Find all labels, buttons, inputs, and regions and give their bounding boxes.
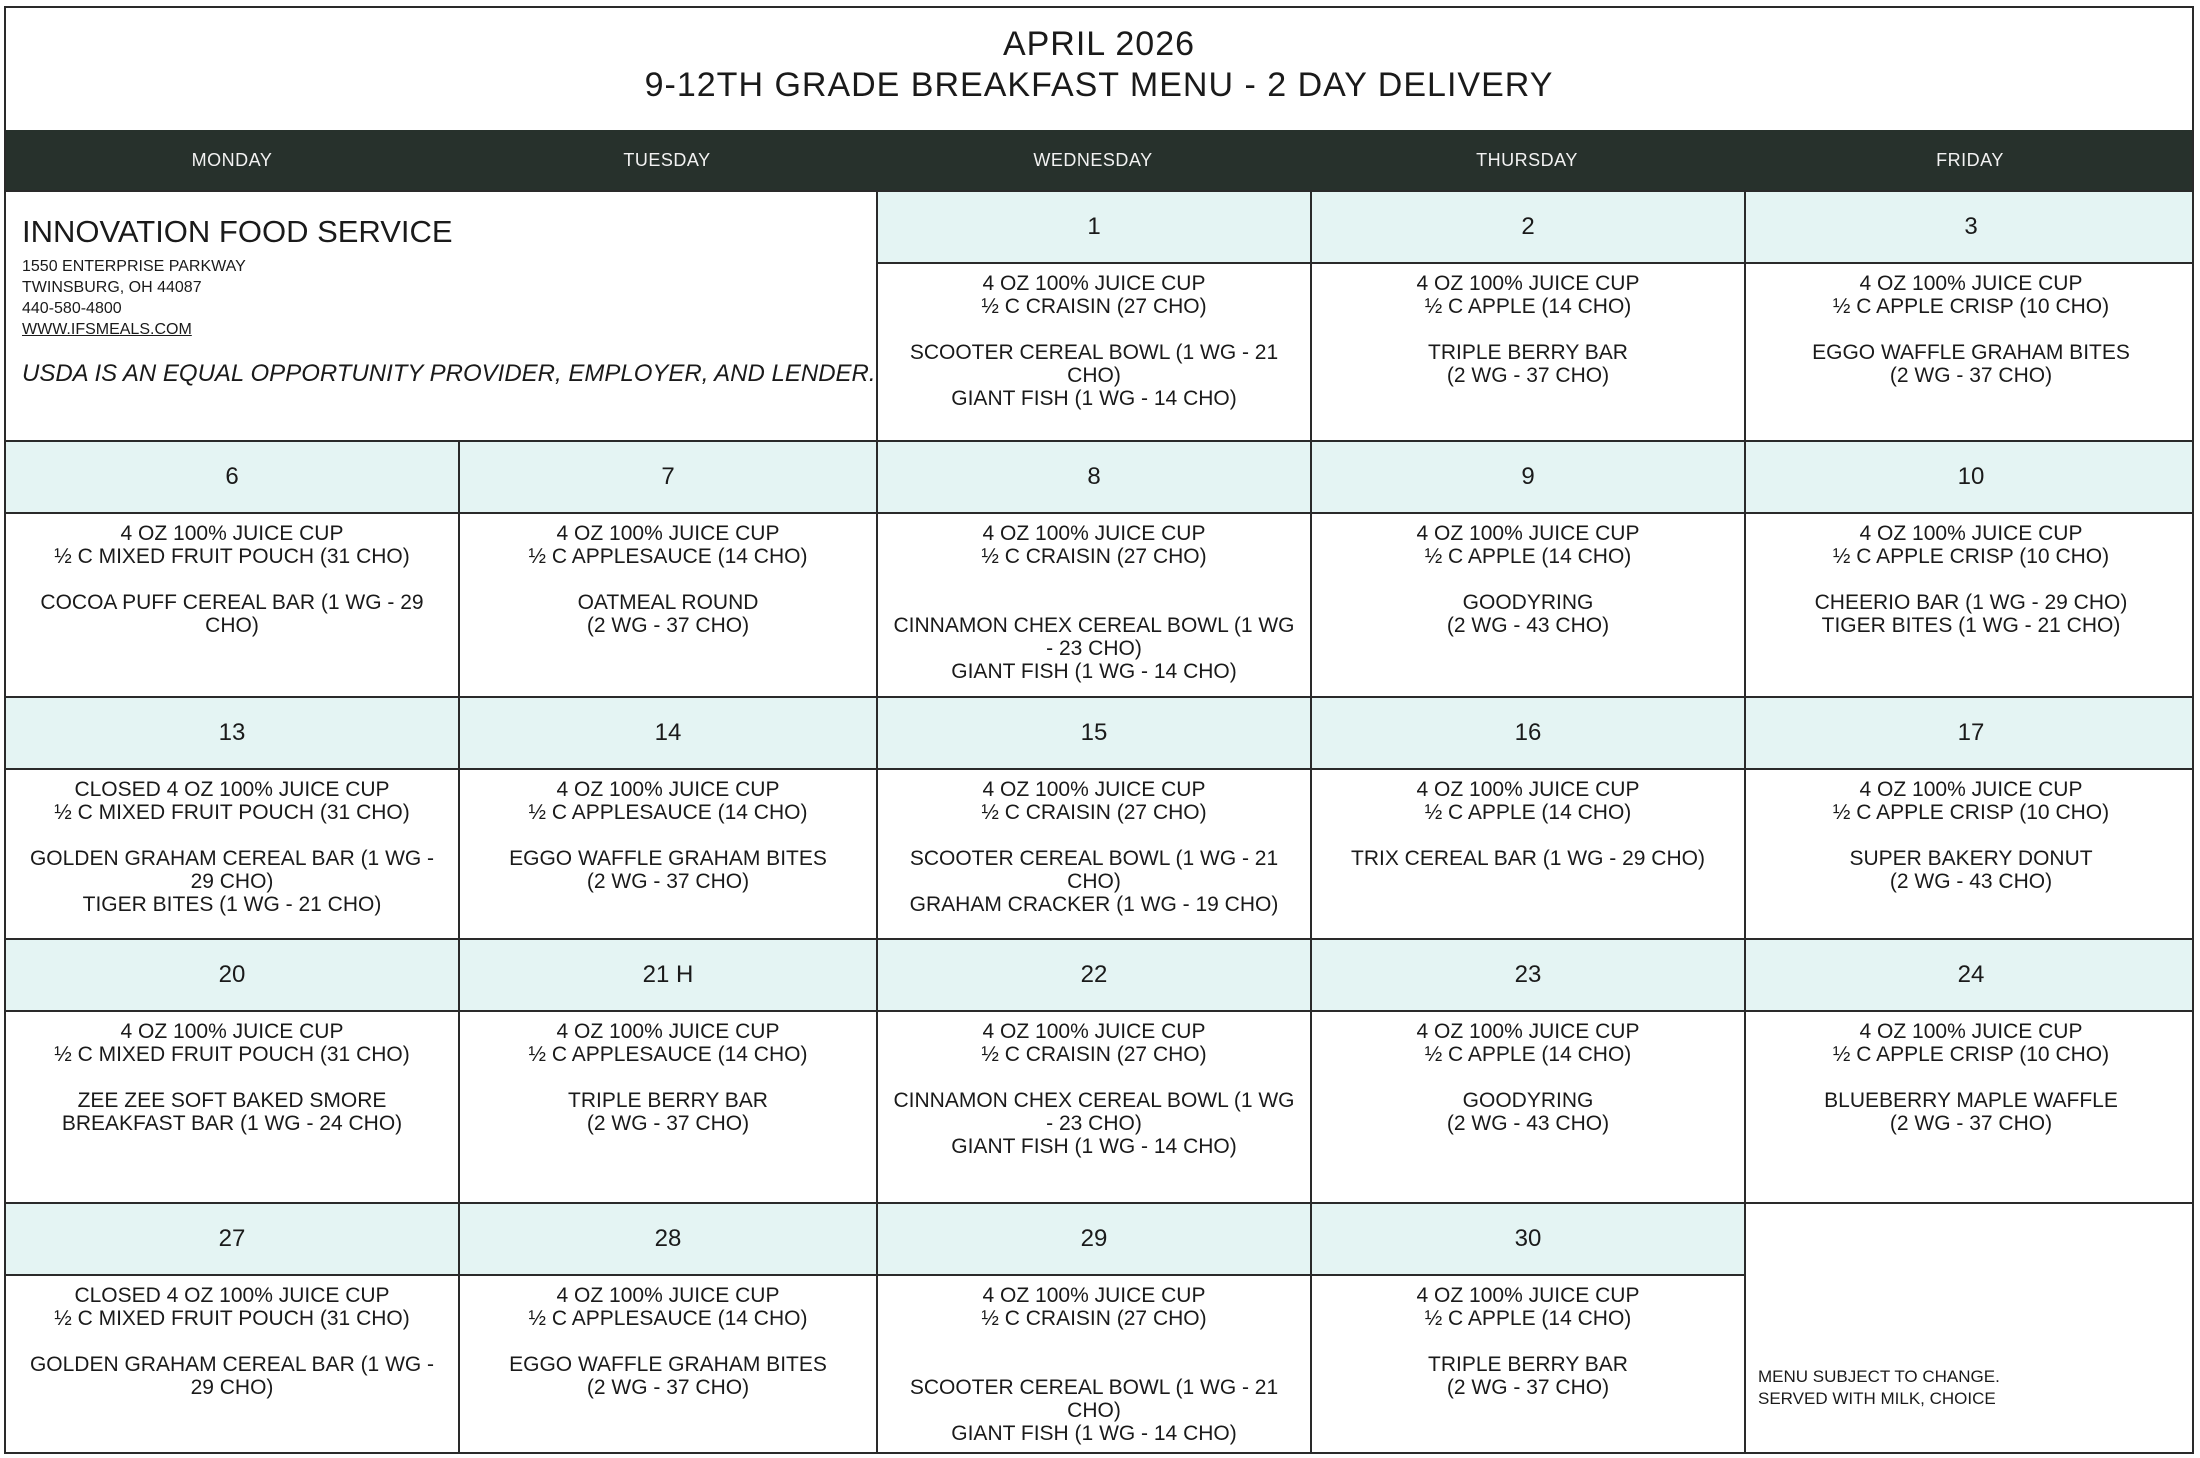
line-gap <box>474 1330 862 1353</box>
menu-line: ½ C APPLESAUCE (14 CHO) <box>528 1307 808 1330</box>
day-cell <box>6 440 458 696</box>
menu-items <box>6 770 458 916</box>
menu-line: ½ C APPLESAUCE (14 CHO) <box>528 801 808 824</box>
menu-items <box>1312 1276 1744 1399</box>
menu-line: BLUEBERRY MAPLE WAFFLE <box>1824 1089 2118 1112</box>
menu-items <box>878 264 1310 410</box>
day-number: 30 <box>1312 1204 1744 1276</box>
day-number: 22 <box>878 940 1310 1012</box>
menu-line: ½ C APPLE (14 CHO) <box>1424 545 1632 568</box>
menu-line: TIGER BITES (1 WG - 21 CHO) <box>82 893 382 916</box>
menu-items <box>1746 514 2194 637</box>
menu-line: GIANT FISH (1 WG - 14 CHO) <box>951 660 1237 683</box>
menu-line: OATMEAL ROUND <box>577 591 759 614</box>
menu-line: CINNAMON CHEX CEREAL BOWL (1 WG - 23 CHO) <box>893 614 1295 660</box>
day-number: 29 <box>878 1204 1310 1276</box>
day-number: 9 <box>1312 442 1744 514</box>
line-gap <box>474 568 862 591</box>
menu-line: ½ C MIXED FRUIT POUCH (31 CHO) <box>54 801 410 824</box>
day-cell <box>876 1202 1310 1454</box>
menu-items <box>1312 264 1744 387</box>
company-phone: 440-580-4800 <box>22 300 122 317</box>
day-cell <box>6 938 458 1202</box>
menu-line: (2 WG - 43 CHO) <box>1889 870 2053 893</box>
day-cell <box>1744 190 2194 440</box>
menu-line: 4 OZ 100% JUICE CUP <box>1416 522 1640 545</box>
day-cell <box>1310 938 1744 1202</box>
menu-items <box>6 514 458 637</box>
menu-items <box>878 514 1310 683</box>
weekday-thursday: THURSDAY <box>1476 150 1578 170</box>
line-gap <box>1760 318 2182 341</box>
menu-line: 4 OZ 100% JUICE CUP <box>1859 272 2083 295</box>
menu-line: 4 OZ 100% JUICE CUP <box>1416 778 1640 801</box>
day-number: 24 <box>1746 940 2194 1012</box>
day-number: 28 <box>460 1204 876 1276</box>
weekday-tuesday: TUESDAY <box>623 150 711 170</box>
line-gap <box>474 1066 862 1089</box>
menu-line: (2 WG - 37 CHO) <box>1889 1112 2053 1135</box>
day-cell <box>458 696 876 938</box>
menu-line: ½ C APPLE (14 CHO) <box>1424 1043 1632 1066</box>
line-gap <box>892 1330 1296 1353</box>
day-number: 3 <box>1746 192 2194 264</box>
menu-line: (2 WG - 37 CHO) <box>1446 364 1610 387</box>
day-number: 15 <box>878 698 1310 770</box>
menu-line: GIANT FISH (1 WG - 14 CHO) <box>951 1422 1237 1445</box>
day-cell <box>6 696 458 938</box>
note-line-1: MENU SUBJECT TO CHANGE. <box>1758 1367 2000 1386</box>
menu-line: ½ C CRAISIN (27 CHO) <box>981 1307 1207 1330</box>
menu-items <box>1746 770 2194 893</box>
address-city: TWINSBURG, OH 44087 <box>22 279 202 296</box>
menu-line: 4 OZ 100% JUICE CUP <box>120 1020 344 1043</box>
menu-line: (2 WG - 43 CHO) <box>1446 1112 1610 1135</box>
line-gap <box>20 1330 444 1353</box>
menu-items <box>1312 514 1744 637</box>
day-number: 7 <box>460 442 876 514</box>
menu-line: ½ C MIXED FRUIT POUCH (31 CHO) <box>54 1307 410 1330</box>
menu-line: (2 WG - 37 CHO) <box>586 1112 750 1135</box>
line-gap <box>1326 568 1730 591</box>
menu-line: 4 OZ 100% JUICE CUP <box>1416 272 1640 295</box>
menu-line: ½ C APPLE CRISP (10 CHO) <box>1832 1043 2110 1066</box>
menu-line: ZEE ZEE SOFT BAKED SMORE BREAKFAST BAR (1 WG - 24 CHO) <box>61 1089 403 1135</box>
day-cell <box>876 938 1310 1202</box>
menu-line: TRIPLE BERRY BAR <box>568 1089 768 1112</box>
menu-line: 4 OZ 100% JUICE CUP <box>556 1284 780 1307</box>
menu-line: ½ C CRAISIN (27 CHO) <box>981 1043 1207 1066</box>
menu-line: TRIPLE BERRY BAR <box>1428 341 1628 364</box>
day-cell <box>876 190 1310 440</box>
menu-line: 4 OZ 100% JUICE CUP <box>1416 1284 1640 1307</box>
menu-items <box>460 514 876 637</box>
menu-line: 4 OZ 100% JUICE CUP <box>1859 1020 2083 1043</box>
menu-line: 4 OZ 100% JUICE CUP <box>982 778 1206 801</box>
day-number: 21 H <box>460 940 876 1012</box>
line-gap <box>1326 1330 1730 1353</box>
menu-line: 4 OZ 100% JUICE CUP <box>120 522 344 545</box>
day-cell <box>6 1202 458 1454</box>
menu-line: GRAHAM CRACKER (1 WG - 19 CHO) <box>909 893 1279 916</box>
menu-line: SUPER BAKERY DONUT <box>1849 847 2093 870</box>
menu-line: ½ C MIXED FRUIT POUCH (31 CHO) <box>54 1043 410 1066</box>
menu-line: ½ C APPLE CRISP (10 CHO) <box>1832 545 2110 568</box>
company-info <box>6 190 876 440</box>
menu-items <box>1746 1012 2194 1135</box>
day-number: 17 <box>1746 698 2194 770</box>
line-gap <box>892 568 1296 591</box>
menu-line: GOLDEN GRAHAM CEREAL BAR (1 WG - 29 CHO) <box>29 1353 435 1399</box>
menu-line: 4 OZ 100% JUICE CUP <box>982 1284 1206 1307</box>
menu-line: EGGO WAFFLE GRAHAM BITES <box>509 1353 827 1376</box>
line-gap <box>20 568 444 591</box>
menu-items <box>1312 770 1744 870</box>
menu-line: ½ C APPLE CRISP (10 CHO) <box>1832 801 2110 824</box>
menu-items <box>6 1276 458 1399</box>
menu-line: (2 WG - 37 CHO) <box>586 614 750 637</box>
line-gap <box>892 591 1296 614</box>
menu-line: 4 OZ 100% JUICE CUP <box>556 1020 780 1043</box>
line-gap <box>892 824 1296 847</box>
line-gap <box>474 824 862 847</box>
menu-line: ½ C MIXED FRUIT POUCH (31 CHO) <box>54 545 410 568</box>
day-number: 14 <box>460 698 876 770</box>
menu-line: GOODYRING <box>1462 1089 1594 1112</box>
menu-note <box>1758 1366 2000 1410</box>
address-street: 1550 ENTERPRISE PARKWAY <box>22 258 246 275</box>
day-number: 6 <box>6 442 458 514</box>
menu-line: EGGO WAFFLE GRAHAM BITES <box>509 847 827 870</box>
day-number: 20 <box>6 940 458 1012</box>
menu-line: 4 OZ 100% JUICE CUP <box>556 778 780 801</box>
menu-items <box>1746 264 2194 387</box>
line-gap <box>1326 1066 1730 1089</box>
day-cell <box>1310 1202 1744 1454</box>
day-number: 1 <box>878 192 1310 264</box>
menu-line: TIGER BITES (1 WG - 21 CHO) <box>1821 614 2121 637</box>
menu-line: CINNAMON CHEX CEREAL BOWL (1 WG - 23 CHO) <box>893 1089 1295 1135</box>
menu-line: 4 OZ 100% JUICE CUP <box>982 1020 1206 1043</box>
menu-line: GIANT FISH (1 WG - 14 CHO) <box>951 1135 1237 1158</box>
menu-line: (2 WG - 37 CHO) <box>1446 1376 1610 1399</box>
menu-items <box>1312 1012 1744 1135</box>
line-gap <box>892 1066 1296 1089</box>
title-subtitle: 9-12TH GRADE BREAKFAST MENU - 2 DAY DELIVERY <box>644 66 1554 104</box>
menu-line: 4 OZ 100% JUICE CUP <box>982 272 1206 295</box>
line-gap <box>1760 1066 2182 1089</box>
day-cell <box>458 938 876 1202</box>
menu-line: ½ C CRAISIN (27 CHO) <box>981 295 1207 318</box>
menu-line: CLOSED 4 OZ 100% JUICE CUP <box>74 778 390 801</box>
menu-line: (2 WG - 37 CHO) <box>1889 364 2053 387</box>
day-cell <box>1744 938 2194 1202</box>
day-cell <box>458 440 876 696</box>
menu-line: 4 OZ 100% JUICE CUP <box>556 522 780 545</box>
usda-statement: USDA IS AN EQUAL OPPORTUNITY PROVIDER, EMPLOYER, AND LENDER. <box>22 360 876 387</box>
day-number: 10 <box>1746 442 2194 514</box>
menu-items <box>6 1012 458 1135</box>
menu-line: SCOOTER CEREAL BOWL (1 WG - 21 CHO) <box>909 1376 1279 1422</box>
line-gap <box>892 1353 1296 1376</box>
day-number: 27 <box>6 1204 458 1276</box>
menu-line: GOLDEN GRAHAM CEREAL BAR (1 WG - 29 CHO) <box>29 847 435 893</box>
empty-cell <box>1744 1202 2194 1454</box>
menu-items <box>460 770 876 893</box>
line-gap <box>1760 568 2182 591</box>
menu-items <box>460 1276 876 1399</box>
menu-line: ½ C CRAISIN (27 CHO) <box>981 545 1207 568</box>
day-cell <box>1310 440 1744 696</box>
menu-line: ½ C CRAISIN (27 CHO) <box>981 801 1207 824</box>
day-number: 8 <box>878 442 1310 514</box>
menu-line: ½ C APPLE (14 CHO) <box>1424 295 1632 318</box>
menu-line: TRIX CEREAL BAR (1 WG - 29 CHO) <box>1351 847 1705 870</box>
line-gap <box>1760 824 2182 847</box>
day-cell <box>458 1202 876 1454</box>
day-cell <box>1744 696 2194 938</box>
menu-line: CHEERIO BAR (1 WG - 29 CHO) <box>1814 591 2128 614</box>
weekday-friday: FRIDAY <box>1936 150 2004 170</box>
menu-line: EGGO WAFFLE GRAHAM BITES <box>1812 341 2130 364</box>
day-number: 13 <box>6 698 458 770</box>
menu-line: ½ C APPLE CRISP (10 CHO) <box>1832 295 2110 318</box>
line-gap <box>892 318 1296 341</box>
day-number: 2 <box>1312 192 1744 264</box>
weekday-header-bar <box>6 130 2192 190</box>
menu-items <box>460 1012 876 1135</box>
menu-line: ½ C APPLESAUCE (14 CHO) <box>528 1043 808 1066</box>
menu-line: ½ C APPLE (14 CHO) <box>1424 1307 1632 1330</box>
day-cell <box>1310 190 1744 440</box>
line-gap <box>20 824 444 847</box>
note-line-2: SERVED WITH MILK, CHOICE <box>1758 1389 1996 1408</box>
day-cell <box>876 696 1310 938</box>
day-number: 16 <box>1312 698 1744 770</box>
menu-title <box>6 8 2192 130</box>
company-address <box>22 256 876 340</box>
menu-line: SCOOTER CEREAL BOWL (1 WG - 21 CHO) <box>909 341 1279 387</box>
line-gap <box>1326 318 1730 341</box>
menu-line: 4 OZ 100% JUICE CUP <box>1416 1020 1640 1043</box>
weekday-monday: MONDAY <box>191 150 273 170</box>
menu-line: TRIPLE BERRY BAR <box>1428 1353 1628 1376</box>
menu-line: CLOSED 4 OZ 100% JUICE CUP <box>74 1284 390 1307</box>
calendar-frame <box>4 6 2194 1454</box>
menu-line: ½ C APPLESAUCE (14 CHO) <box>528 545 808 568</box>
line-gap <box>20 1066 444 1089</box>
menu-line: (2 WG - 37 CHO) <box>586 1376 750 1399</box>
day-number: 23 <box>1312 940 1744 1012</box>
menu-items <box>878 1276 1310 1445</box>
menu-line: GOODYRING <box>1462 591 1594 614</box>
menu-line: 4 OZ 100% JUICE CUP <box>1859 778 2083 801</box>
menu-line: COCOA PUFF CEREAL BAR (1 WG - 29 CHO) <box>40 591 424 637</box>
company-name: INNOVATION FOOD SERVICE <box>22 214 453 249</box>
menu-items <box>878 770 1310 916</box>
menu-items <box>878 1012 1310 1158</box>
title-month: APRIL 2026 <box>1002 25 1196 63</box>
menu-line: SCOOTER CEREAL BOWL (1 WG - 21 CHO) <box>909 847 1279 893</box>
day-cell <box>1310 696 1744 938</box>
menu-line: ½ C APPLE (14 CHO) <box>1424 801 1632 824</box>
menu-line: (2 WG - 43 CHO) <box>1446 614 1610 637</box>
day-cell <box>876 440 1310 696</box>
day-cell <box>1744 440 2194 696</box>
menu-line: GIANT FISH (1 WG - 14 CHO) <box>951 387 1237 410</box>
menu-line: 4 OZ 100% JUICE CUP <box>982 522 1206 545</box>
line-gap <box>1326 824 1730 847</box>
menu-line: 4 OZ 100% JUICE CUP <box>1859 522 2083 545</box>
menu-line: (2 WG - 37 CHO) <box>586 870 750 893</box>
company-website-link[interactable]: WWW.IFSMEALS.COM <box>22 321 192 338</box>
weekday-wednesday: WEDNESDAY <box>1033 150 1153 170</box>
